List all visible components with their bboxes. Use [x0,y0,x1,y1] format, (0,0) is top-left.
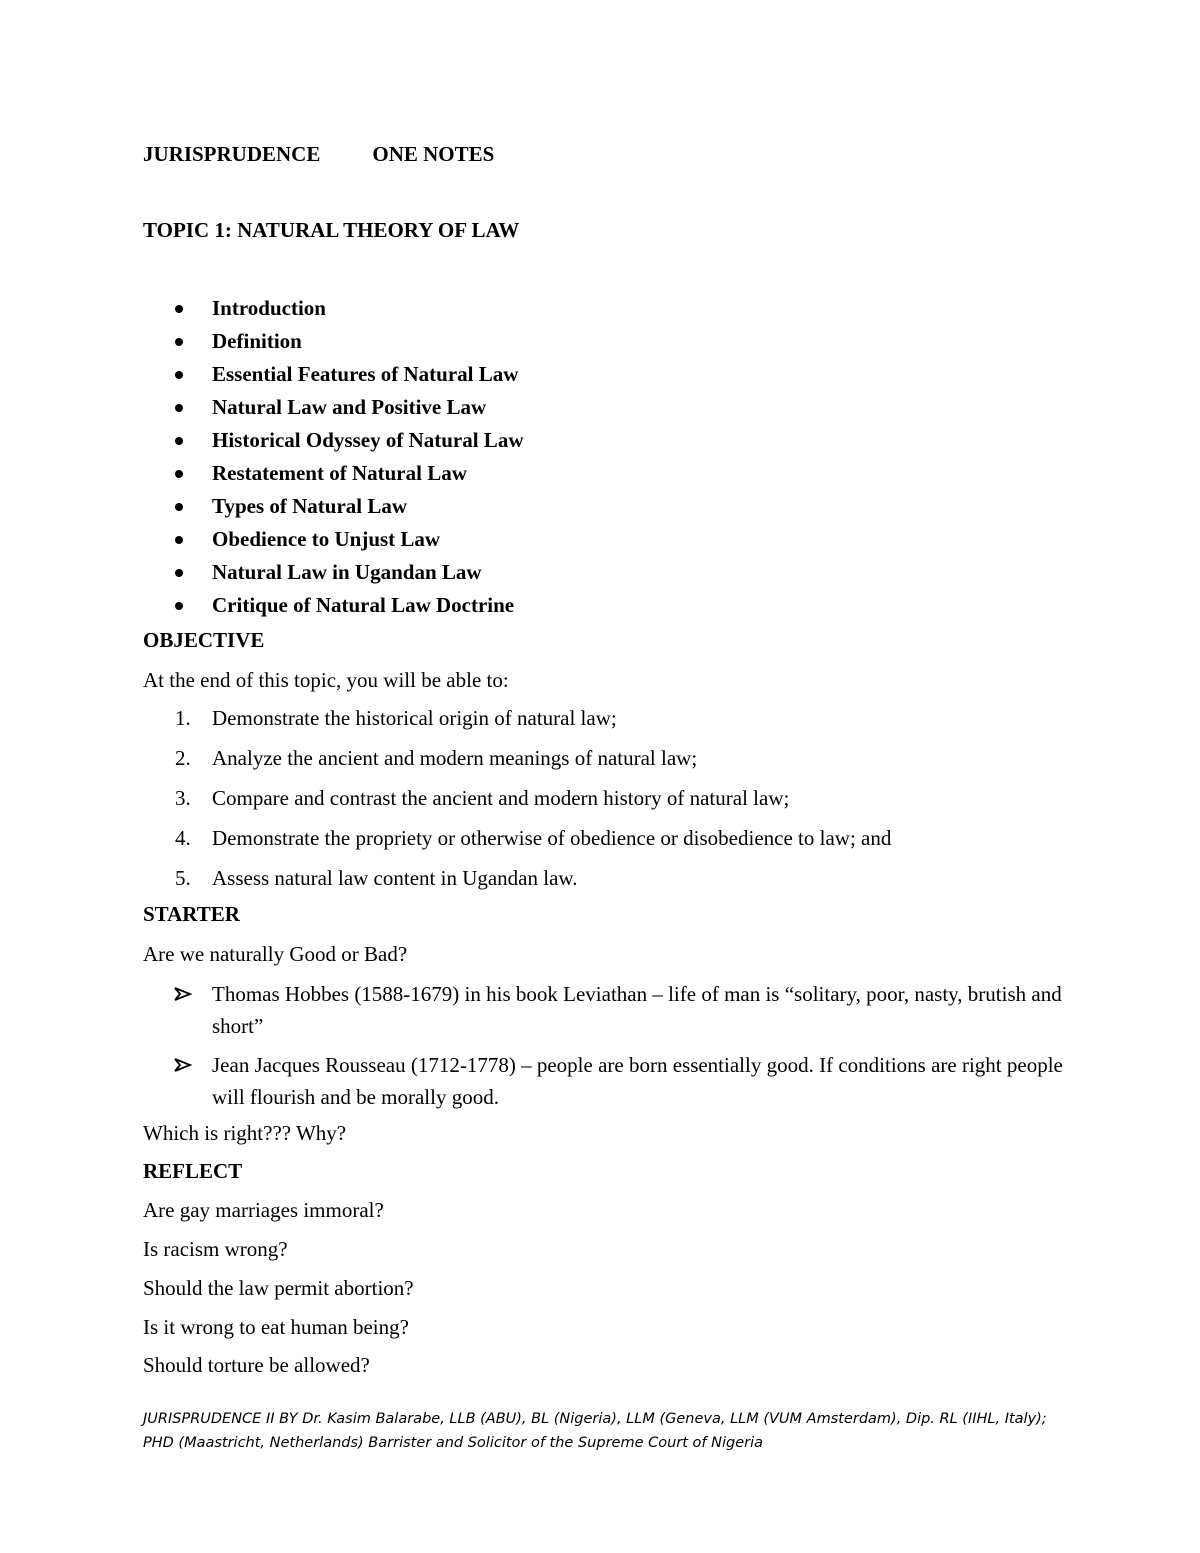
bullet-icon [175,569,183,577]
starter-heading: STARTER [143,902,240,926]
list-item-text: Compare and contrast the ancient and modern history of natural law; [212,786,790,810]
reflect-question: Is it wrong to eat human being? [143,1315,409,1339]
list-item [143,425,523,458]
reflect-question: Should the law permit abortion? [143,1276,414,1300]
bullet-icon [175,338,183,346]
list-item [143,590,523,623]
list-item-label: Essential Features of Natural Law [212,362,519,386]
list-item-label: Definition [212,329,302,353]
list-item [143,978,1073,1042]
reflect-heading: REFLECT [143,1159,243,1183]
starter-points-list [143,978,1073,1120]
document-title [143,142,494,167]
document-title-left: JURISPRUDENCE [143,142,321,166]
page-footer: JURISPRUDENCE II BY Dr. Kasim Balarabe, LLB (ABU), BL (Nigeria), LLM (Geneva, LLM (VUM Amsterdam), Dip. RL (IIHL, Italy); PHD (Maastricht, Netherlands) Barrister and Solicitor of the Supreme Court of Nigeria [143,1411,1047,1451]
bullet-icon [175,503,183,511]
document-title-right: ONE NOTES [372,142,495,166]
list-item [143,702,891,742]
bullet-icon [175,305,183,313]
topic-title: TOPIC 1: NATURAL THEORY OF LAW [143,218,520,242]
bullet-icon [175,437,183,445]
reflect-question: Is racism wrong? [143,1237,288,1261]
arrow-bullet-icon [173,986,193,1002]
list-item-label: Restatement of Natural Law [212,461,467,485]
list-item [143,293,523,326]
objectives-list [143,702,891,902]
reflect-question: Should torture be allowed? [143,1353,370,1377]
list-item [143,458,523,491]
list-item-label: Introduction [212,296,326,320]
arrow-bullet-icon [173,1057,193,1073]
list-item [143,524,523,557]
list-item-label: Obedience to Unjust Law [212,527,441,551]
list-item [143,822,891,862]
bullet-icon [175,371,183,379]
list-item-text: Jean Jacques Rousseau (1712-1778) – people are born essentially good. If conditions are right people will flourish and be morally good. [212,1053,1063,1109]
list-item-number: 3. [175,786,191,810]
list-item-number: 1. [175,706,191,730]
list-item [143,782,891,822]
list-item-label: Natural Law in Ugandan Law [212,560,482,584]
list-item-label: Natural Law and Positive Law [212,395,487,419]
bullet-icon [175,404,183,412]
bullet-icon [175,536,183,544]
list-item-label: Historical Odyssey of Natural Law [212,428,524,452]
bullet-icon [175,470,183,478]
list-item [143,862,891,902]
list-item-text: Analyze the ancient and modern meanings of natural law; [212,746,698,770]
list-item [143,359,523,392]
list-item-number: 5. [175,866,191,890]
objective-heading: OBJECTIVE [143,628,265,652]
list-item-text: Assess natural law content in Ugandan law. [212,866,578,890]
starter-followup: Which is right??? Why? [143,1121,347,1145]
objective-intro: At the end of this topic, you will be able to: [143,668,509,692]
list-item [143,491,523,524]
bullet-icon [175,602,183,610]
list-item-label: Types of Natural Law [212,494,408,518]
list-item [143,392,523,425]
starter-question: Are we naturally Good or Bad? [143,942,408,966]
list-item [143,326,523,359]
topic-contents-list [143,293,523,623]
list-item-text: Demonstrate the propriety or otherwise of obedience or disobedience to law; and [212,826,892,850]
list-item-text: Thomas Hobbes (1588-1679) in his book Leviathan – life of man is “solitary, poor, nasty, brutish and short” [212,982,1062,1038]
reflect-question: Are gay marriages immoral? [143,1198,384,1222]
list-item-number: 2. [175,746,191,770]
list-item [143,557,523,590]
list-item-label: Critique of Natural Law Doctrine [212,593,515,617]
list-item-number: 4. [175,826,191,850]
list-item [143,1049,1073,1113]
list-item-text: Demonstrate the historical origin of natural law; [212,706,617,730]
list-item [143,742,891,782]
